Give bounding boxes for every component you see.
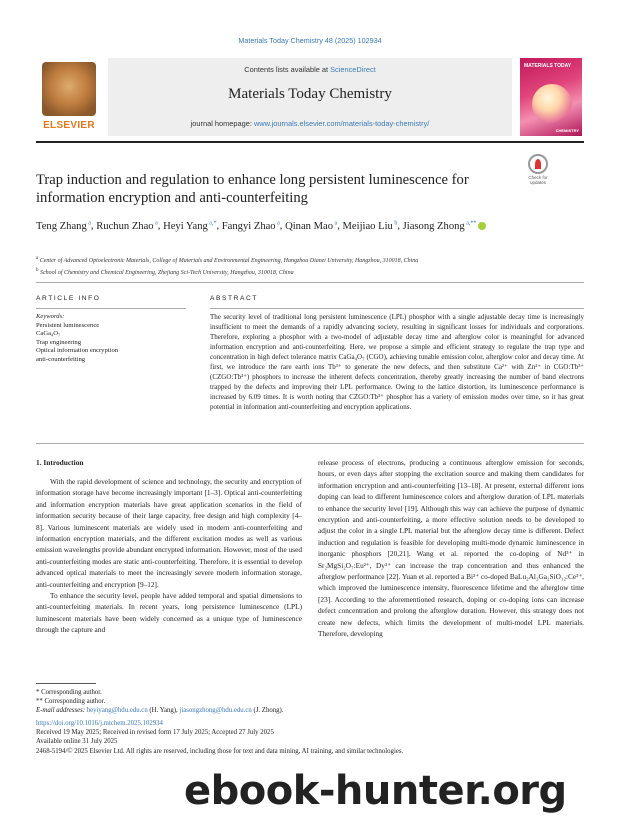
cover-footer: CHEMISTRY [555,128,579,133]
affiliation-divider [36,282,584,283]
author-affiliation-mark[interactable]: a [86,220,91,226]
author-separator: , [279,220,286,232]
author-name-text: Ruchun Zhao [96,220,154,232]
author-name[interactable] [285,221,337,232]
body-column-right [318,457,584,640]
author-affiliation-mark[interactable]: b [392,220,398,226]
introduction-heading: 1. Introduction [36,458,84,467]
received-dates: Received 19 May 2025; Received in revised form 17 July 2025; Accepted 27 July 2025 [36,729,274,737]
footnote-divider [36,683,96,684]
journal-header-center [108,58,512,136]
abstract-bottom-divider [36,443,584,444]
homepage-prefix: journal homepage: [190,119,254,128]
sciencedirect-link[interactable]: ScienceDirect [330,65,376,74]
footnote-corresponding-1: * Corresponding author. [36,689,102,696]
contents-line [108,65,512,74]
footnote-emails: E-mail addresses: heyiyang@hdu.edu.cn (H. Yang), jiasongzhong@hdu.edu.cn (J. Zhong). [36,707,284,715]
author-name[interactable] [163,221,216,232]
author-separator: , [337,220,343,232]
watermark: ebook-hunter.org [184,768,567,814]
keyword: Optical information encryption [36,347,119,355]
author-separator: , [90,220,97,232]
footnote-corresponding-2: ** Corresponding author. [36,698,106,706]
author-affiliation-mark[interactable]: a,* [207,220,217,226]
abstract-divider [210,308,584,309]
elsevier-tree-icon [42,62,96,116]
author-separator: , [216,220,222,232]
keyword: anti-counterfeiting [36,355,86,363]
journal-homepage-link[interactable]: www.journals.elsevier.com/materials-today-chemistry/ [253,119,430,128]
author-separator: , [397,220,403,232]
author-name-text: Fangyi Zhao [221,220,276,232]
keywords-block [36,313,186,365]
keyword: Persistent luminescence [36,321,100,329]
author-name[interactable] [36,221,91,232]
author-name-text: Teng Zhang [36,220,87,232]
affiliation-a: $^a$ Center of Advanced Optoelectronic Materials, College of Materials and Environmental Engineering, Hangzhou Dianzi University, Hangzhou, 310018, China [36,256,419,264]
author-affiliation-mark[interactable]: a [333,220,338,226]
author-name-text: Heyi Yang [163,220,208,232]
body-paragraph: release process of electrons, producing a continuous afterglow emission for seconds, hours, or even days after stopping the excitation source and making them candidates for information encryption and anti-counterfeiting [13–18]. At present, external different ions doping can lead to different luminescence colors and afterglow duration of LPL materials to enhance the security level [19]. Although this way can achieve the purpose of dynamic encryption and anti-counterfeiting, a more effective solution needs to be developed to adjust the color in a single LPL material but the afterglow decay time is different. Defect induction and regulation is feasible for developing multi-mode dynamic luminescence in inorganic phosphors [20,21]. Wang et al. reported the co-doping of Nd³⁺ in Sr₂MgSi₂O₇:Eu²⁺, Dy³⁺ can increase the trap concentration and thus enhanced the afterglow performance [22]. Yuan et al. reported a Bi³⁺ co-doped BaLu₂Al₂Ga₂SiO₁₂:Ce³⁺, which improved the luminescence intensity, fluorescence lifetime and the afterglow time [23]. According to the aforementioned research, doping or co-doping ions can increase defect concentration and prolong the afterglow duration. However, this strategy does not create new defects, which limits the development of multi-model LPL materials. Therefore, developing [318,458,584,639]
abstract-heading: ABSTRACT [210,295,258,302]
publication-info [36,719,584,756]
author-name-text: Jiasong Zhong [402,220,465,232]
author-name[interactable] [343,221,398,232]
cover-title: MATERIALS TODAY [524,63,572,69]
affiliations [36,254,576,278]
author-affiliation-mark[interactable]: a [153,220,158,226]
affiliation-b: $^b$ School of Chemistry and Chemical Engineering, Zhejiang Sci-Tech University, Hangzhou, 310018, China [36,268,294,276]
article-info-heading: ARTICLE INFO [36,295,101,302]
journal-header [36,58,584,136]
author-list [36,216,536,234]
cover-artwork [532,84,572,124]
available-online: Available online 31 July 2025 [36,738,118,746]
author-name[interactable] [222,221,280,232]
author-separator: , [157,220,164,232]
footnotes [36,688,436,716]
author-affiliation-mark[interactable]: a,** [464,220,477,226]
keyword: CaGa₄O₇ [36,330,61,338]
copyright-line: 2468-5194/© 2025 Elsevier Ltd. All rights are reserved, including those for text and data mining, AI training, and similar technologies. [36,747,404,755]
author-name-text: Meijiao Liu [342,220,393,232]
elsevier-logo[interactable] [36,58,102,136]
author-name-text: Qinan Mao [285,220,334,232]
keyword: Trap engineering [36,338,81,346]
orcid-icon[interactable] [478,222,486,230]
body-paragraph: To enhance the security level, people have added temporal and spatial dimensions to anti-counterfeiting materials. In recent years, long persistence luminescence (LPL) luminescent materials have been widely concerned as a unique type of luminescence through the capture and [36,591,302,635]
homepage-line [108,119,512,128]
abstract-text: The security level of traditional long persistent luminescence (LPL) phosphor with a single adjustable decay time is increasingly insufficient to meet the demands of a rapidly advancing society, resulting in significant losses for individuals and corporations. Therefore, exploring a phosphor with a two-model of adjustable decay time and afterglow color is meaningful for advanced information encryption and anti-counterfeiting. Here, we propose a simple and efficient strategy to regulate the trap type and concentration in high defect tolerance matrix CaGa₄O₇ (CGO), achieving tunable emission color, afterglow color and decay time. At first, we introduce the rare earth ions Tb³⁺ to generate the new defects, and then substitute Ca²⁺ with Zn²⁺ in CGO:Tb³⁺ (CZGO:Tb³⁺) phosphors to increase the inherent defects concentration, thereby greatly increasing the number of band electrons trapped by the defects and improving their LPL performance. Owing to the lattice distortion, its luminescence performance is increased by 6.09 times. It is worth noting that CZGO:Tb³⁺ phosphor has a variety of emission modes over time, so it has great potential in information anti-counterfeiting and encryption applications. [210,313,584,411]
body-column-left [36,476,302,636]
journal-title: Materials Today Chemistry [228,86,392,102]
author-affiliation-mark[interactable]: a [275,220,280,226]
article-title: Trap induction and regulation to enhance long persistent luminescence for information encryption and anti-counterfeiting [36,172,469,206]
email-link-zhong[interactable]: jiasongzhong@hdu.edu.cn [179,707,252,715]
author-name[interactable] [403,221,487,232]
journal-cover-image[interactable] [520,58,582,136]
keywords-label: Keywords: [36,313,65,320]
journal-reference-link[interactable]: Materials Today Chemistry 48 (2025) 102934 [238,36,382,45]
doi-link[interactable]: https://doi.org/10.1016/j.mtchem.2025.102934 [36,720,163,727]
check-updates-label: Check for updates [528,175,548,185]
author-name[interactable] [96,221,158,232]
elsevier-wordmark: ELSEVIER [43,120,95,131]
header-divider [36,141,584,143]
article-info-divider [36,308,186,309]
email-link-yang[interactable]: heyiyang@hdu.edu.cn [86,707,148,715]
check-updates-icon [528,154,548,174]
contents-prefix: Contents lists available at [244,65,331,74]
body-paragraph: With the rapid development of science and technology, the security and encryption of information storage have become increasingly important [1–3]. Optical anti-counterfeiting and information encryption materials have great application scenarios in the field of information security because of their large capacity, free design and high complexity [4–8]. Various luminescent materials are widely used in modern anti-counterfeiting and information encryption materials, and the different excitation modes as well as various emission wavelengths provide abundant encrypted information. However, most of the used anti-counterfeiting modes are static anti-counterfeiting. Therefore, it is essential to develop advanced optical materials to meet the increasingly severe modern information storage, anti-counterfeiting and encryption [9–12]. [36,477,302,589]
check-for-updates-button[interactable] [521,154,555,184]
